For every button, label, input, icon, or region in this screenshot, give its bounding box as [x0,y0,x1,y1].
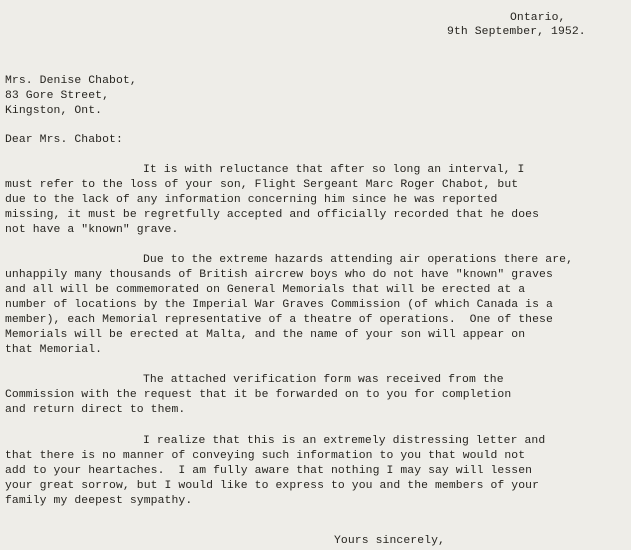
paragraph-1-line-5: not have a "known" grave. [5,224,179,236]
closing: Yours sincerely, [334,535,445,547]
paragraph-2-line-5: member), each Memorial representative of a theatre of operations. One of these [5,314,553,326]
paragraph-1-line-2: must refer to the loss of your son, Flight Sergeant Marc Roger Chabot, but [5,179,519,191]
paragraph-2-line-1: Due to the extreme hazards attending air operations there are, [143,254,574,266]
paragraph-2-line-6: Memorials will be erected at Malta, and the name of your son will appear on [5,329,526,341]
paragraph-4-line-4: your great sorrow, but I would like to express to you and the members of your [5,480,540,492]
recipient-street: 83 Gore Street, [5,90,110,102]
paragraph-2-line-3: and all will be commemorated on General Memorials that will be erected at a [5,284,526,296]
paragraph-2-line-2: unhappily many thousands of British aircrew boys who do not have "known" graves [5,269,553,281]
recipient-city: Kingston, Ont. [5,105,103,117]
paragraph-3-line-3: and return direct to them. [5,404,186,416]
paragraph-4-line-1: I realize that this is an extremely distressing letter and [143,435,546,447]
paragraph-4-line-3: add to your heartaches. I am fully aware that nothing I may say will lessen [5,465,533,477]
paragraph-2-line-4: number of locations by the Imperial War Graves Commission (of which Canada is a [5,299,553,311]
paragraph-2-line-7: that Memorial. [5,344,103,356]
paragraph-1-line-1: It is with reluctance that after so long an interval, I [143,164,525,176]
paragraph-4-line-2: that there is no manner of conveying such information to you that would not [5,450,526,462]
letter-date: 9th September, 1952. [447,26,586,38]
salutation: Dear Mrs. Chabot: [5,134,123,146]
paragraph-1-line-3: due to the lack of any information concerning him since he was reported [5,194,498,206]
paragraph-3-line-2: Commission with the request that it be forwarded on to you for completion [5,389,512,401]
recipient-name: Mrs. Denise Chabot, [5,75,137,87]
paragraph-1-line-4: missing, it must be regretfully accepted and officially recorded that he does [5,209,540,221]
letter-place: Ontario, [510,12,566,24]
paragraph-4-line-5: family my deepest sympathy. [5,495,193,507]
paragraph-3-line-1: The attached verification form was received from the [143,374,504,386]
